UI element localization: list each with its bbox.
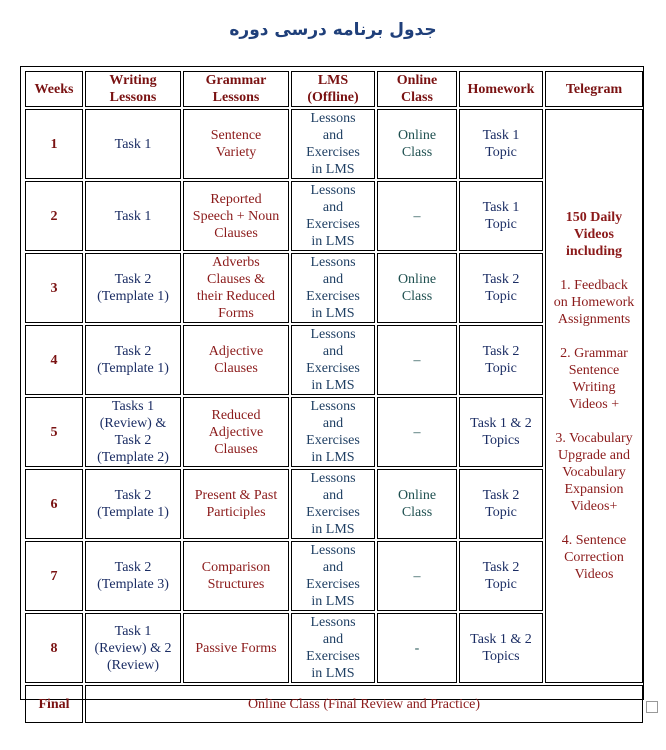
week-cell: 6 — [25, 469, 83, 539]
writing-cell: Task 2 (Template 1) — [85, 469, 181, 539]
final-label: Final — [25, 685, 83, 723]
writing-cell: Task 1 — [85, 109, 181, 179]
final-row — [25, 685, 643, 723]
header-homework: Homework — [459, 71, 543, 107]
header-weeks: Weeks — [25, 71, 83, 107]
writing-cell: Task 1 (Review) & 2 (Review) — [85, 613, 181, 683]
header-writing-lessons: Writing Lessons — [85, 71, 181, 107]
online-cell: Online Class — [377, 109, 457, 179]
header-row — [25, 71, 643, 107]
lms-cell: Lessons and Exercises in LMS — [291, 325, 375, 395]
online-cell: – — [377, 541, 457, 611]
table-row — [25, 109, 643, 179]
online-cell: – — [377, 325, 457, 395]
document-title: جدول برنامه درسی دوره — [229, 20, 437, 40]
grammar-cell: Passive Forms — [183, 613, 289, 683]
telegram-item-correction: 4. Sentence Correction Videos — [561, 533, 627, 582]
grammar-cell: Sentence Variety — [183, 109, 289, 179]
writing-cell: Task 2 (Template 1) — [85, 253, 181, 323]
lms-cell: Lessons and Exercises in LMS — [291, 469, 375, 539]
lms-cell: Lessons and Exercises in LMS — [291, 613, 375, 683]
header-lms-offline: LMS (Offline) — [291, 71, 375, 107]
writing-cell: Task 2 (Template 1) — [85, 325, 181, 395]
telegram-item-grammar: 2. Grammar Sentence Writing Videos + — [560, 346, 628, 412]
online-cell: Online Class — [377, 469, 457, 539]
lms-cell: Lessons and Exercises in LMS — [291, 181, 375, 251]
homework-cell: Task 1 & 2 Topics — [459, 613, 543, 683]
lms-cell: Lessons and Exercises in LMS — [291, 541, 375, 611]
header-grammar-lessons: Grammar Lessons — [183, 71, 289, 107]
week-cell: 1 — [25, 109, 83, 179]
online-cell: - — [377, 613, 457, 683]
table-frame — [20, 66, 644, 712]
course-schedule-table — [23, 69, 645, 725]
final-description: Online Class (Final Review and Practice) — [85, 685, 643, 723]
week-cell: 7 — [25, 541, 83, 611]
week-cell: 4 — [25, 325, 83, 395]
homework-cell: Task 1 & 2 Topics — [459, 397, 543, 467]
homework-cell: Task 2 Topic — [459, 469, 543, 539]
grammar-cell: Present & Past Participles — [183, 469, 289, 539]
homework-cell: Task 2 Topic — [459, 253, 543, 323]
table-resize-handle[interactable] — [646, 701, 658, 713]
grammar-cell: Reduced Adjective Clauses — [183, 397, 289, 467]
week-cell: 2 — [25, 181, 83, 251]
writing-cell: Tasks 1 (Review) & Task 2 (Template 2) — [85, 397, 181, 467]
lms-cell: Lessons and Exercises in LMS — [291, 109, 375, 179]
telegram-item-vocabulary: 3. Vocabulary Upgrade and Vocabulary Expansion Videos+ — [555, 431, 633, 514]
online-cell: – — [377, 397, 457, 467]
homework-cell: Task 2 Topic — [459, 541, 543, 611]
grammar-cell: Comparison Structures — [183, 541, 289, 611]
writing-cell: Task 2 (Template 3) — [85, 541, 181, 611]
telegram-cell — [545, 109, 643, 683]
grammar-cell: Adverbs Clauses & their Reduced Forms — [183, 253, 289, 323]
header-telegram: Telegram — [545, 71, 643, 107]
writing-cell: Task 1 — [85, 181, 181, 251]
lms-cell: Lessons and Exercises in LMS — [291, 397, 375, 467]
homework-cell: Task 2 Topic — [459, 325, 543, 395]
week-cell: 3 — [25, 253, 83, 323]
grammar-cell: Adjective Clauses — [183, 325, 289, 395]
week-cell: 5 — [25, 397, 83, 467]
telegram-item-feedback: 1. Feedback on Homework Assignments — [553, 278, 635, 327]
online-cell: Online Class — [377, 253, 457, 323]
week-cell: 8 — [25, 613, 83, 683]
homework-cell: Task 1 Topic — [459, 181, 543, 251]
lms-cell: Lessons and Exercises in LMS — [291, 253, 375, 323]
homework-cell: Task 1 Topic — [459, 109, 543, 179]
header-online-class: Online Class — [377, 71, 457, 107]
online-cell: – — [377, 181, 457, 251]
telegram-heading: 150 Daily Videos including — [565, 210, 623, 259]
grammar-cell: Reported Speech + Noun Clauses — [183, 181, 289, 251]
